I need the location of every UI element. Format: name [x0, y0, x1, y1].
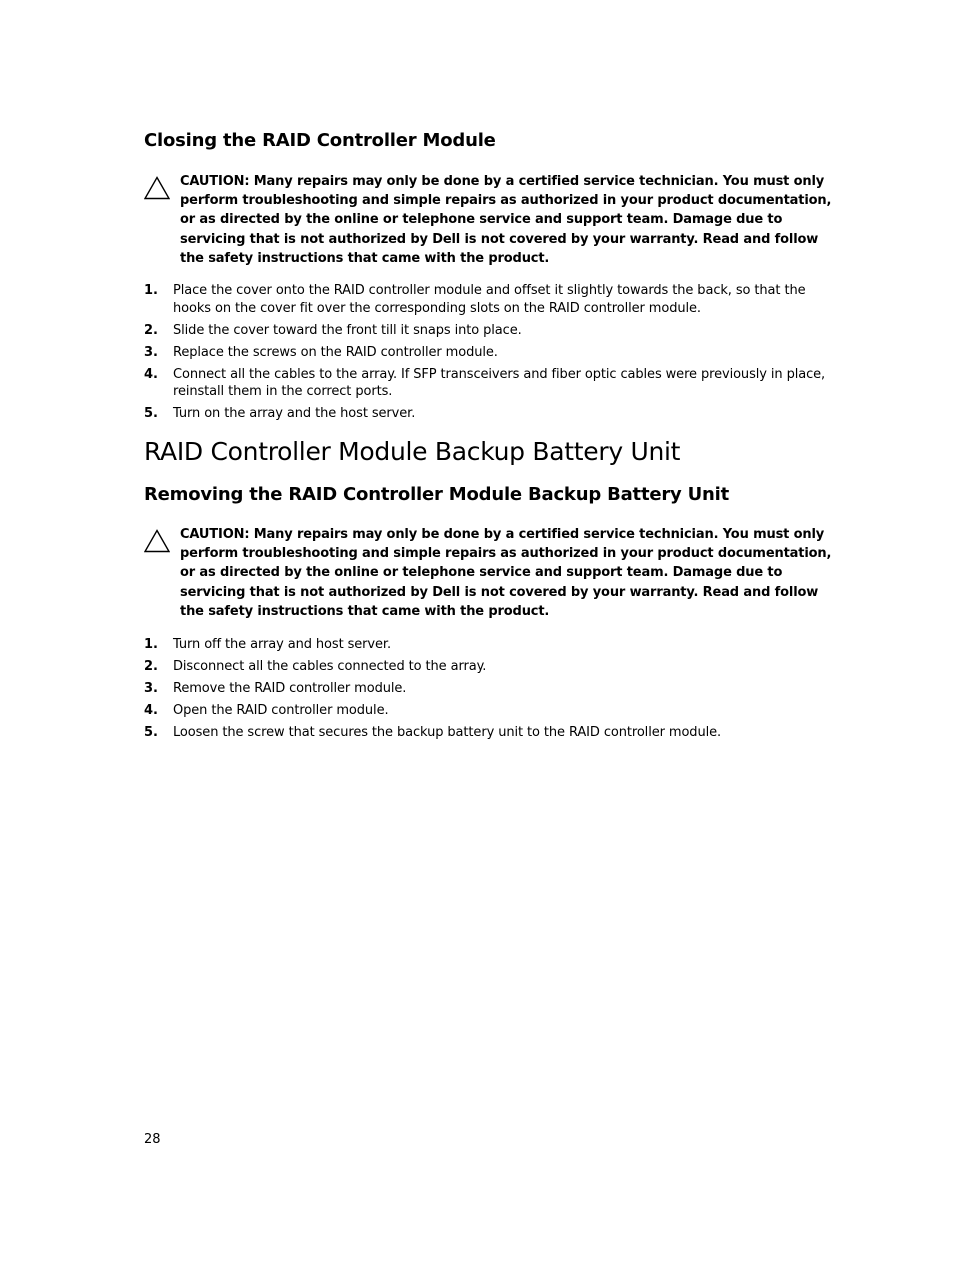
list-item — [144, 702, 844, 720]
list-item — [144, 322, 844, 340]
step-text: Place the cover onto the RAID controller module and offset it slightly towards the back, so that the hooks on the cover fit over the corresponding slots on the RAID controller module. — [173, 283, 806, 316]
list-item — [144, 724, 844, 742]
step-number: 4. — [144, 703, 158, 718]
step-text: Open the RAID controller module. — [173, 703, 389, 718]
step-number: 4. — [144, 366, 158, 382]
list-item — [144, 405, 844, 423]
caution-text: CAUTION: Many repairs may only be done by a certified service technician. You must only perform troubleshooting and simple repairs as authorized in your product documentation, or as directed by the online or telephone service and support team. Damage due to servicing that is not authorized by Dell is not covered by your warranty. Read and follow the safety instructions that came with the product. — [180, 527, 832, 619]
list-item — [144, 344, 844, 362]
list-item — [144, 282, 844, 317]
steps-list-removing — [144, 636, 844, 742]
step-number: 5. — [144, 406, 158, 421]
page-number: 28 — [144, 1132, 161, 1147]
step-text: Slide the cover toward the front till it snaps into place. — [173, 322, 522, 338]
step-number: 1. — [144, 283, 158, 298]
step-number: 2. — [144, 659, 158, 674]
caution-text: CAUTION: Many repairs may only be done by a certified service technician. You must only perform troubleshooting and simple repairs as authorized in your product documentation, or as directed by the online or telephone service and support team. Damage due to servicing that is not authorized by Dell is not covered by your warranty. Read and follow the safety instructions that came with the product. — [180, 174, 832, 266]
caution-triangle-icon — [144, 176, 170, 200]
step-text: Connect all the cables to the array. If SFP transceivers and fiber optic cables were previously in place, reinstall them in the correct ports. — [173, 366, 826, 399]
step-number: 1. — [144, 637, 158, 652]
steps-list-closing — [144, 282, 844, 423]
step-number: 2. — [144, 322, 158, 338]
step-number: 5. — [144, 725, 158, 740]
chapter-title: RAID Controller Module Backup Battery Unit — [144, 437, 681, 466]
step-number: 3. — [144, 344, 158, 360]
step-text: Turn off the array and host server. — [173, 637, 391, 652]
caution-triangle-icon — [144, 529, 170, 553]
step-text: Replace the screws on the RAID controller module. — [173, 344, 498, 360]
step-text: Loosen the screw that secures the backup battery unit to the RAID controller module. — [173, 725, 722, 740]
step-number: 3. — [144, 681, 158, 696]
step-text: Turn on the array and the host server. — [173, 406, 416, 421]
section-heading-closing: Closing the RAID Controller Module — [144, 130, 496, 151]
list-item — [144, 658, 844, 676]
list-item — [144, 636, 844, 654]
step-text: Disconnect all the cables connected to the array. — [173, 659, 487, 674]
list-item — [144, 680, 844, 698]
step-text: Remove the RAID controller module. — [173, 681, 407, 696]
section-heading-removing: Removing the RAID Controller Module Backup Battery Unit — [144, 484, 730, 505]
list-item — [144, 366, 844, 401]
